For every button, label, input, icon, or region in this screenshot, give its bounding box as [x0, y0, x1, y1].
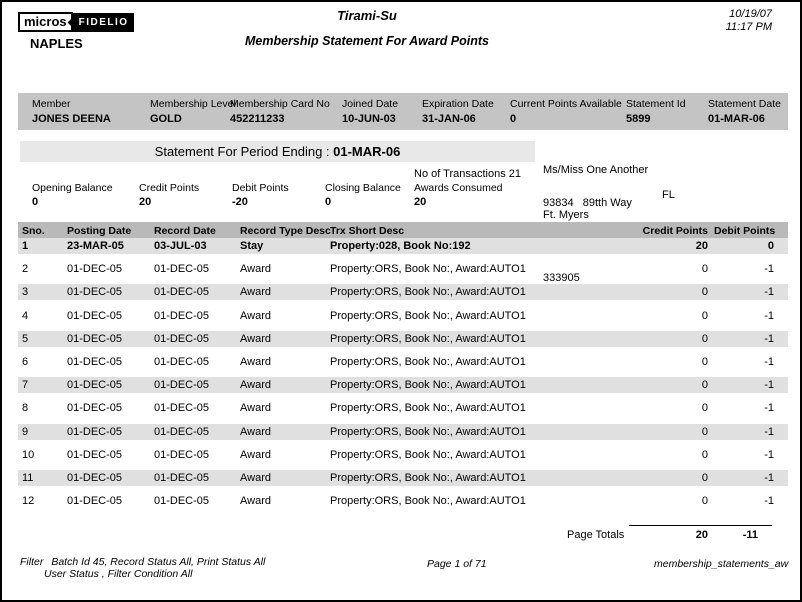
cell-sno: 10: [22, 448, 35, 461]
member-info-band: [18, 93, 788, 130]
cell-sno: 9: [22, 425, 29, 438]
cell-trx-desc: Property:028, Book No:192: [330, 240, 471, 252]
statement-id-label: Statement Id: [626, 98, 686, 110]
membership-level-label: Membership Level: [150, 98, 236, 110]
header-posting: Posting Date: [67, 224, 132, 237]
cell-credit: 0: [701, 286, 708, 299]
cell-credit: 0: [701, 332, 708, 345]
credit-points-label: Credit Points: [139, 182, 200, 194]
property-location: NAPLES: [30, 36, 83, 51]
cell-record-date: 01-DEC-05: [154, 471, 210, 484]
filter-line2: User Status , Filter Condition All: [44, 567, 193, 580]
table-row: [18, 286, 788, 309]
cell-record-type: Stay: [240, 240, 264, 252]
cell-record-date: 01-DEC-05: [154, 332, 210, 345]
cell-debit: -1: [764, 263, 774, 276]
opening-balance-label: Opening Balance: [32, 182, 113, 194]
joined-date-label: Joined Date: [342, 98, 399, 110]
cell-sno: 6: [22, 355, 29, 368]
current-points-label: Current Points Available: [510, 98, 622, 110]
table-row: [18, 379, 788, 402]
cell-debit: -1: [764, 379, 774, 392]
period-value: 01-MAR-06: [333, 144, 401, 159]
table-row: [18, 240, 788, 263]
statement-date-label: Statement Date: [708, 98, 781, 110]
cell-posting: 01-DEC-05: [67, 379, 123, 392]
opening-balance-value: 0: [32, 196, 39, 208]
totals-rule: [629, 525, 772, 526]
cell-posting: 23-MAR-05: [67, 240, 124, 252]
table-row: [18, 263, 788, 286]
recipient-name: Ms/Miss One Another: [543, 164, 649, 176]
cell-trx-desc: Property:ORS, Book No:, Award:AUTO1: [330, 448, 526, 461]
cell-credit: 0: [701, 495, 708, 508]
cell-record-type: Award: [240, 471, 271, 484]
cell-debit: -1: [764, 471, 774, 484]
cell-sno: 2: [22, 263, 29, 276]
header-debit: Debit Points: [714, 224, 776, 237]
cell-debit: -1: [764, 286, 774, 299]
fidelio-logo-text: FIDELIO: [72, 13, 134, 32]
cell-trx-desc: Property:ORS, Book No:, Award:AUTO1: [330, 379, 526, 392]
cell-posting: 01-DEC-05: [67, 355, 123, 368]
table-row: [18, 472, 788, 495]
cell-debit: -1: [764, 495, 774, 508]
cell-posting: 01-DEC-05: [67, 448, 123, 461]
cell-record-type: Award: [240, 332, 271, 345]
recipient-city: Ft. Myers: [543, 209, 589, 221]
debit-points-value: -20: [232, 196, 248, 208]
cell-credit: 0: [701, 379, 708, 392]
recipient-postal: 333905: [543, 272, 580, 284]
cell-record-type: Award: [240, 448, 271, 461]
cell-sno: 1: [22, 240, 29, 252]
cell-debit: -1: [764, 402, 774, 415]
cell-sno: 3: [22, 286, 29, 299]
card-no-label: Membership Card No: [230, 98, 330, 110]
cell-record-date: 01-DEC-05: [154, 425, 210, 438]
header-record-date: Record Date: [154, 224, 216, 237]
cell-posting: 01-DEC-05: [67, 286, 123, 299]
cell-debit: -1: [764, 309, 774, 322]
cell-debit: 0: [767, 240, 774, 252]
cell-record-date: 01-DEC-05: [154, 355, 210, 368]
cell-trx-desc: Property:ORS, Book No:, Award:AUTO1: [330, 286, 526, 299]
closing-balance-value: 0: [325, 196, 332, 208]
cell-credit: 20: [695, 240, 708, 252]
table-row: [18, 426, 788, 449]
cell-record-type: Award: [240, 355, 271, 368]
card-no-value: 452211233: [230, 113, 285, 125]
cell-trx-desc: Property:ORS, Book No:, Award:AUTO1: [330, 471, 526, 484]
header-trx-desc: Trx Short Desc: [330, 224, 405, 237]
period-label: Statement For Period Ending :: [154, 144, 334, 159]
cell-sno: 7: [22, 379, 29, 392]
page-totals-label: Page Totals: [567, 529, 625, 541]
cell-credit: 0: [701, 402, 708, 415]
page-totals-debit: -11: [742, 529, 758, 541]
filter-info: [20, 557, 265, 580]
cell-record-date: 01-DEC-05: [154, 379, 210, 392]
cell-credit: 0: [701, 309, 708, 322]
awards-consumed-value: 20: [414, 196, 427, 208]
cell-trx-desc: Property:ORS, Book No:, Award:AUTO1: [330, 263, 526, 276]
header-sno: Sno.: [22, 224, 45, 237]
table-row: [18, 449, 788, 472]
cell-trx-desc: Property:ORS, Book No:, Award:AUTO1: [330, 425, 526, 438]
cell-posting: 01-DEC-05: [67, 425, 123, 438]
current-points-value: 0: [510, 113, 517, 125]
page-totals-credit: 20: [695, 529, 708, 541]
cell-sno: 11: [22, 471, 34, 484]
cell-sno: 12: [22, 495, 35, 508]
cell-posting: 01-DEC-05: [67, 332, 123, 345]
filter-label: Filter: [20, 556, 44, 568]
cell-posting: 01-DEC-05: [67, 471, 123, 484]
cell-record-type: Award: [240, 263, 271, 276]
table-row: [18, 333, 788, 356]
header-credit: Credit Points: [642, 224, 708, 237]
print-datetime: [726, 8, 772, 34]
transactions-value: 21: [508, 168, 522, 180]
filter-line1: Batch Id 45, Record Status All, Print Status All: [51, 556, 266, 568]
cell-record-type: Award: [240, 402, 271, 415]
cell-debit: -1: [764, 425, 774, 438]
cell-record-type: Award: [240, 379, 271, 392]
statement-id-value: 5899: [626, 113, 651, 125]
cell-posting: 01-DEC-05: [67, 309, 123, 322]
recipient-state: FL: [662, 189, 675, 201]
cell-credit: 0: [701, 448, 708, 461]
cell-record-type: Award: [240, 495, 271, 508]
cell-credit: 0: [701, 355, 708, 368]
cell-posting: 01-DEC-05: [67, 402, 123, 415]
membership-level-value: GOLD: [150, 113, 182, 125]
table-header: [18, 222, 788, 239]
statement-date-value: 01-MAR-06: [708, 113, 765, 125]
cell-record-type: Award: [240, 425, 271, 438]
credit-points-value: 20: [139, 196, 152, 208]
transactions-count: [414, 168, 521, 180]
cell-record-type: Award: [240, 309, 271, 322]
table-body: [18, 240, 788, 518]
member-value: JONES DEENA: [32, 113, 111, 125]
cell-sno: 8: [22, 402, 29, 415]
member-label: Member: [32, 98, 71, 110]
cell-debit: -1: [764, 355, 774, 368]
awards-consumed-label: Awards Consumed: [414, 182, 503, 194]
table-row: [18, 310, 788, 333]
recipient-street: 93834 89tth Way: [543, 197, 632, 209]
cell-record-date: 01-DEC-05: [154, 263, 210, 276]
property-title: Tirami-Su: [337, 8, 397, 23]
statement-period-band: [20, 141, 535, 162]
transactions-label: No of Transactions: [414, 168, 509, 180]
cell-debit: -1: [764, 332, 774, 345]
expiration-date-label: Expiration Date: [422, 98, 494, 110]
cell-trx-desc: Property:ORS, Book No:, Award:AUTO1: [330, 332, 526, 345]
page-number: Page 1 of 71: [427, 558, 487, 570]
report-file-name: membership_statements_aw: [654, 558, 789, 570]
cell-sno: 5: [22, 332, 29, 345]
cell-record-date: 01-DEC-05: [154, 309, 210, 322]
closing-balance-label: Closing Balance: [325, 182, 401, 194]
expiration-date-value: 31-JAN-06: [422, 113, 476, 125]
report-title: Membership Statement For Award Points: [244, 34, 490, 48]
cell-record-date: 01-DEC-05: [154, 286, 210, 299]
table-row: [18, 356, 788, 379]
cell-trx-desc: Property:ORS, Book No:, Award:AUTO1: [330, 495, 526, 508]
cell-record-date: 01-DEC-05: [154, 402, 210, 415]
cell-record-date: 01-DEC-05: [154, 495, 210, 508]
cell-posting: 01-DEC-05: [67, 263, 123, 276]
cell-trx-desc: Property:ORS, Book No:, Award:AUTO1: [330, 355, 526, 368]
cell-record-type: Award: [240, 286, 271, 299]
print-date: 10/19/07: [729, 8, 772, 20]
table-row: [18, 402, 788, 425]
debit-points-label: Debit Points: [232, 182, 289, 194]
cell-trx-desc: Property:ORS, Book No:, Award:AUTO1: [330, 402, 526, 415]
header-record-type: Record Type Desc: [240, 224, 331, 237]
cell-trx-desc: Property:ORS, Book No:, Award:AUTO1: [330, 309, 526, 322]
cell-record-date: 01-DEC-05: [154, 448, 210, 461]
cell-credit: 0: [701, 471, 708, 484]
print-time: 11:17 PM: [725, 21, 772, 33]
cell-record-date: 03-JUL-03: [154, 240, 207, 252]
joined-date-value: 10-JUN-03: [342, 113, 396, 125]
cell-posting: 01-DEC-05: [67, 495, 123, 508]
cell-credit: 0: [701, 425, 708, 438]
table-row: [18, 495, 788, 518]
cell-credit: 0: [701, 263, 708, 276]
cell-sno: 4: [22, 309, 29, 322]
cell-debit: -1: [764, 448, 774, 461]
micros-logo-text: micros: [18, 12, 73, 32]
